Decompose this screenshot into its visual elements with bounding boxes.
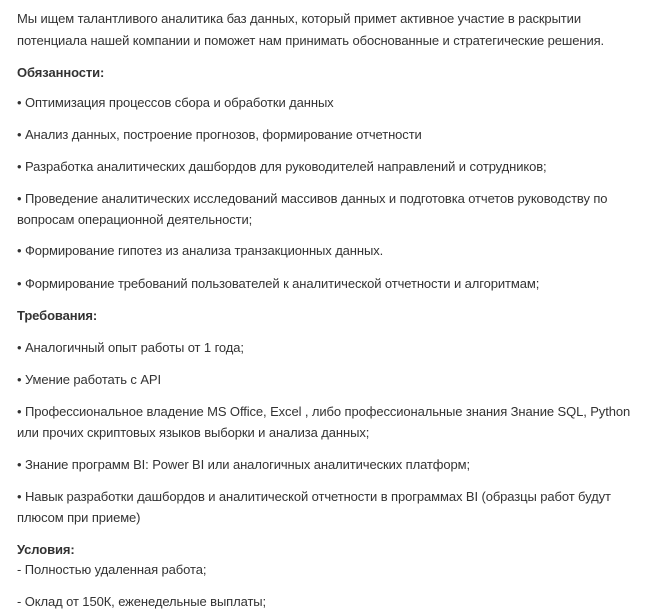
- conditions-heading: Условия:: [17, 542, 75, 557]
- responsibility-item: • Разработка аналитических дашбордов для руководителей направлений и сотрудников;: [17, 159, 547, 174]
- requirement-item: • Знание программ BI: Power BI или аналогичных аналитических платформ;: [17, 457, 470, 472]
- responsibility-item: • Формирование гипотез из анализа транзакционных данных.: [17, 243, 384, 258]
- intro-text-line-2: потенциала нашей компании и поможет нам принимать обоснованные и стратегические решения.: [17, 33, 605, 48]
- responsibility-item: • Формирование требований пользователей к аналитической отчетности и алгоритмам;: [17, 276, 540, 291]
- requirement-item: • Навык разработки дашбордов и аналитической отчетности в программах BI (образцы работ будут: [17, 489, 611, 504]
- responsibility-item: • Анализ данных, построение прогнозов, формирование отчетности: [17, 127, 422, 142]
- condition-item: - Полностью удаленная работа;: [17, 562, 207, 577]
- responsibilities-heading: Обязанности:: [17, 65, 105, 80]
- requirement-item: • Профессиональное владение MS Office, Excel , либо профессиональные знания Знание SQL, Python: [17, 404, 631, 419]
- requirement-item-continuation: или прочих скриптовых языков выборки и анализа данных;: [17, 425, 370, 440]
- responsibility-item: • Проведение аналитических исследований массивов данных и подготовка отчетов руководству по: [17, 191, 608, 206]
- responsibility-item: • Оптимизация процессов сбора и обработки данных: [17, 95, 334, 110]
- requirements-heading: Требования:: [17, 308, 98, 323]
- requirement-item: • Умение работать с API: [17, 372, 161, 387]
- responsibility-item-continuation: вопросам операционной деятельности;: [17, 212, 253, 227]
- requirement-item: • Аналогичный опыт работы от 1 года;: [17, 340, 244, 355]
- intro-text-line-1: Мы ищем талантливого аналитика баз данных, который примет активное участие в раскрытии: [17, 11, 581, 26]
- condition-item: - Оклад от 150К, еженедельные выплаты;: [17, 594, 267, 609]
- requirement-item-continuation: плюсом при приеме): [17, 510, 141, 525]
